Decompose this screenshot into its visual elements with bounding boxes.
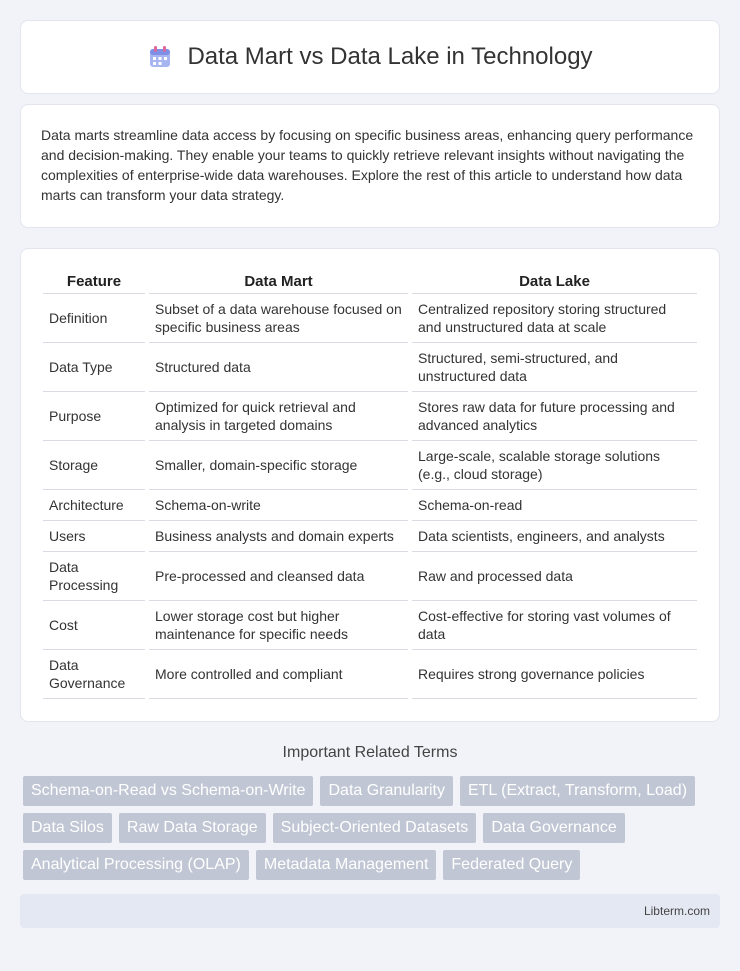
comparison-table-card (20, 248, 720, 722)
header-data-mart: Data Mart (149, 269, 408, 294)
table-row (43, 441, 697, 490)
data-mart-cell: Schema-on-write (149, 490, 408, 521)
data-lake-cell: Data scientists, engineers, and analysts (412, 521, 697, 552)
calendar-icon (147, 44, 173, 70)
data-mart-cell: Smaller, domain-specific storage (149, 441, 408, 490)
table-row (43, 294, 697, 343)
related-term-tag[interactable]: Data Granularity (320, 776, 453, 806)
related-term-tag[interactable]: ETL (Extract, Transform, Load) (460, 776, 695, 806)
data-lake-cell: Schema-on-read (412, 490, 697, 521)
intro-card (20, 104, 720, 228)
comparison-table (39, 269, 701, 699)
data-mart-cell: Lower storage cost but higher maintenance for specific needs (149, 601, 408, 650)
table-row (43, 490, 697, 521)
feature-cell: Purpose (43, 392, 145, 441)
data-mart-cell: Pre-processed and cleansed data (149, 552, 408, 601)
page-title: Data Mart vs Data Lake in Technology (187, 43, 593, 70)
table-row (43, 521, 697, 552)
data-mart-cell: Structured data (149, 343, 408, 392)
related-term-tag[interactable]: Analytical Processing (OLAP) (23, 850, 249, 880)
feature-cell: Definition (43, 294, 145, 343)
footer (20, 894, 720, 928)
related-term-tag[interactable]: Federated Query (443, 850, 580, 880)
related-term-tag[interactable]: Data Silos (23, 813, 112, 843)
feature-cell: Users (43, 521, 145, 552)
data-lake-cell: Cost-effective for storing vast volumes of data (412, 601, 697, 650)
data-lake-cell: Stores raw data for future processing and advanced analytics (412, 392, 697, 441)
related-term-tag[interactable]: Subject-Oriented Datasets (273, 813, 477, 843)
table-row (43, 392, 697, 441)
data-lake-cell: Structured, semi-structured, and unstructured data (412, 343, 697, 392)
data-lake-cell: Raw and processed data (412, 552, 697, 601)
data-mart-cell: Business analysts and domain experts (149, 521, 408, 552)
table-row (43, 650, 697, 699)
related-term-tag[interactable]: Raw Data Storage (119, 813, 266, 843)
footer-site-link[interactable]: Libterm.com (643, 904, 710, 918)
related-term-tag[interactable]: Metadata Management (256, 850, 437, 880)
data-lake-cell: Large-scale, scalable storage solutions (e.g., cloud storage) (412, 441, 697, 490)
data-mart-cell: More controlled and compliant (149, 650, 408, 699)
table-row (43, 601, 697, 650)
data-mart-cell: Subset of a data warehouse focused on specific business areas (149, 294, 408, 343)
related-term-tag[interactable]: Schema-on-Read vs Schema-on-Write (23, 776, 313, 806)
data-mart-cell: Optimized for quick retrieval and analysis in targeted domains (149, 392, 408, 441)
table-header-row (43, 269, 697, 294)
feature-cell: Data Processing (43, 552, 145, 601)
feature-cell: Cost (43, 601, 145, 650)
header-card (20, 20, 720, 94)
header-feature: Feature (43, 269, 145, 294)
data-lake-cell: Centralized repository storing structured and unstructured data at scale (412, 294, 697, 343)
header-data-lake: Data Lake (412, 269, 697, 294)
related-terms-title: Important Related Terms (282, 744, 458, 761)
related-term-tag[interactable]: Data Governance (483, 813, 624, 843)
related-terms-tags (23, 776, 720, 880)
table-row (43, 343, 697, 392)
intro-text: Data marts streamline data access by focusing on specific business areas, enhancing query performance and decision-making. They enable your teams to quickly retrieve relevant insights without navigating the complexities of enterprise-wide data warehouses. Explore the rest of this article to understand how data marts can transform your data strategy. (41, 127, 694, 203)
feature-cell: Data Type (43, 343, 145, 392)
table-row (43, 552, 697, 601)
data-lake-cell: Requires strong governance policies (412, 650, 697, 699)
feature-cell: Data Governance (43, 650, 145, 699)
feature-cell: Architecture (43, 490, 145, 521)
feature-cell: Storage (43, 441, 145, 490)
